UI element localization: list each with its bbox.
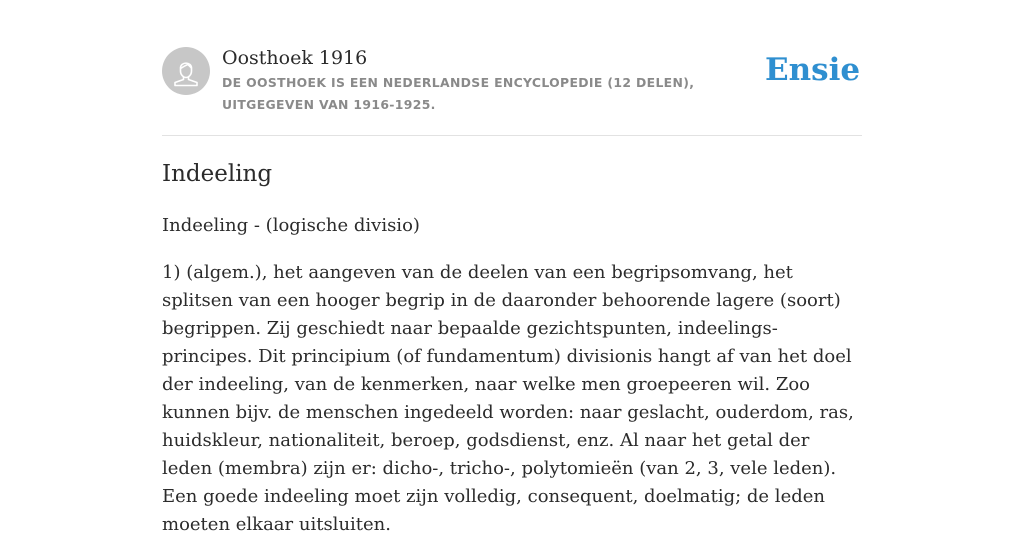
entry-body: 1) (algem.), het aangeven van de deelen van een begripsomvang, het splitsen van een hooger begrip in de daaronder behoorende lagere (soort) begrippen. Zij geschiedt naar bepaalde gezichtspunten, indeelings-principes. Dit principium (of fundamentum) divisionis hangt af van het doel der indeeling, van de kenmerken, naar welke men groepeeren wil. Zoo kunnen bijv. de menschen ingedeeld worden: naar geslacht, ouderdom, ras, huidskleur, nationaliteit, beroep, godsdienst, enz. Al naar het getal der leden (membra) zijn er: dicho-, tricho-, polytomieën (van 2, 3, vele leden). Een goede indeeling moet zijn volledig, consequent, doelmatig; de leden moeten elkaar uitsluiten. <box>162 262 854 535</box>
source-avatar[interactable] <box>162 47 210 95</box>
entry-subtitle: Indeeling - (logische divisio) <box>162 215 420 236</box>
source-title[interactable]: Oosthoek 1916 <box>222 47 368 69</box>
page-title: Indeeling <box>162 161 273 187</box>
source-description: DE OOSTHOEK IS EEN NEDERLANDSE ENCYCLOPEDIE (12 DELEN), UITGEGEVEN VAN 1916-1925. <box>222 75 695 112</box>
brand-logo[interactable]: Ensie <box>765 52 861 88</box>
user-icon <box>162 47 210 95</box>
page-container <box>162 0 862 535</box>
source-header <box>162 0 862 136</box>
